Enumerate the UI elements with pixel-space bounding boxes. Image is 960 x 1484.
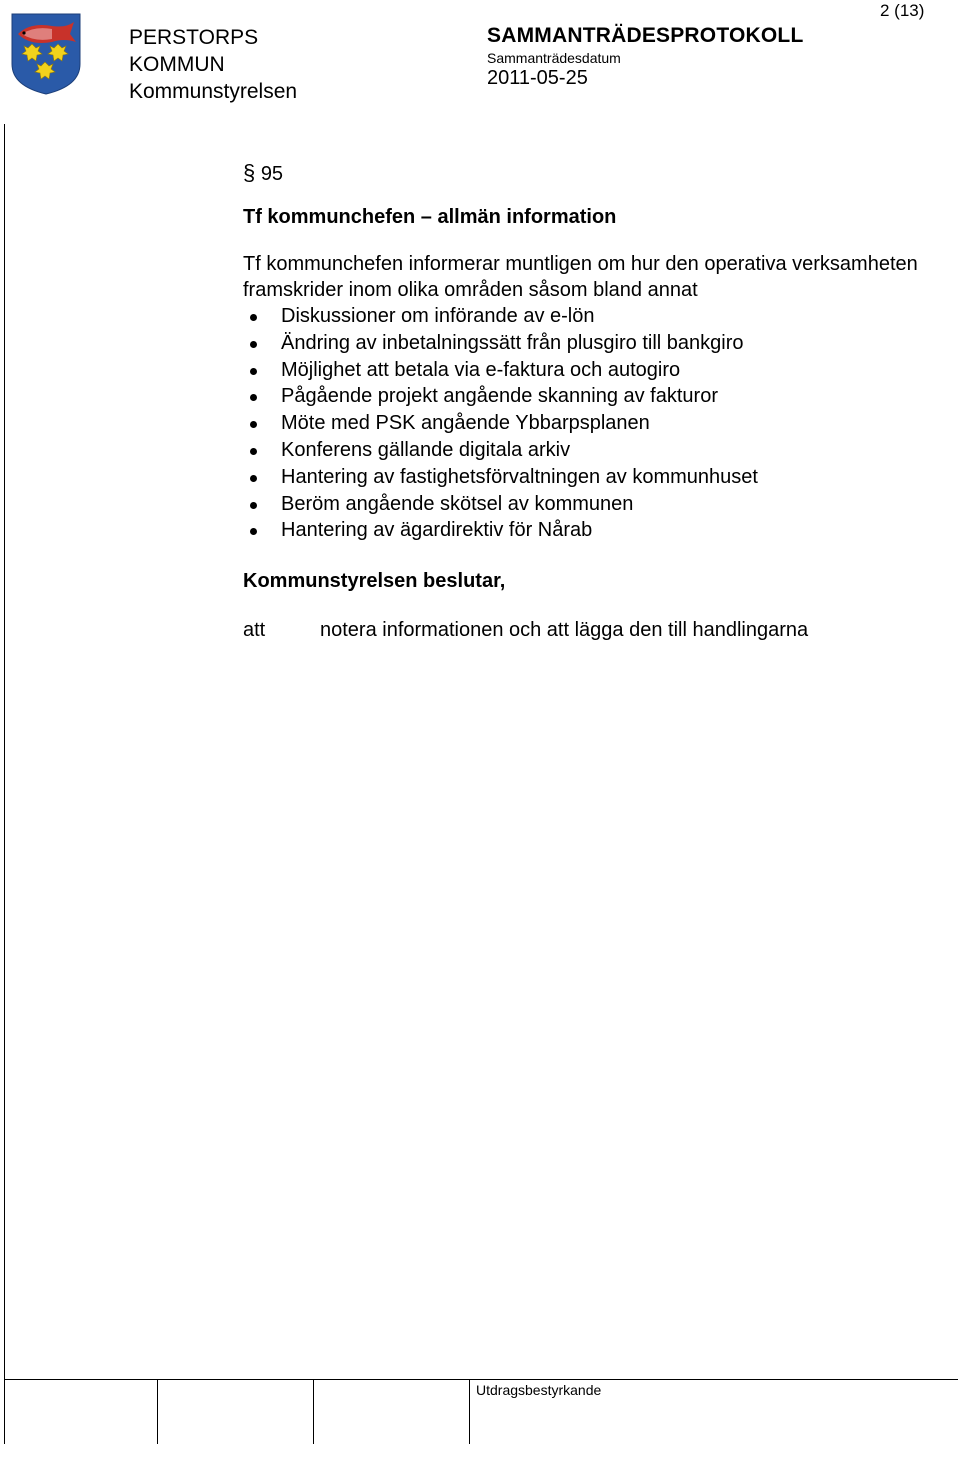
bullet-icon bbox=[250, 314, 257, 321]
decision-text: notera informationen och att lägga den till handlingarna bbox=[320, 619, 809, 642]
footer-rule bbox=[4, 1379, 958, 1380]
list-item bbox=[243, 303, 943, 330]
org-line-1: PERSTORPS bbox=[129, 26, 259, 49]
bullet-icon bbox=[250, 368, 257, 375]
meeting-date-label: Sammanträdesdatum bbox=[487, 50, 621, 66]
list-item bbox=[243, 517, 943, 544]
section-heading: Tf kommunchefen – allmän information bbox=[243, 206, 617, 228]
list-item bbox=[243, 383, 943, 410]
list-item-text: Ändring av inbetalningssätt från plusgiro till bankgiro bbox=[281, 331, 744, 354]
bullet-icon bbox=[250, 421, 257, 428]
paragraph-symbol: § bbox=[243, 160, 256, 185]
list-item-text: Diskussioner om införande av e-lön bbox=[281, 305, 595, 327]
protocol-section bbox=[243, 156, 943, 643]
paragraph-number-value: 95 bbox=[260, 163, 284, 185]
list-item bbox=[243, 330, 943, 357]
intro-text: Tf kommunchefen informerar muntligen om hur den operativa verksamheten framskrider inom olika områden såsom bland annat bbox=[243, 253, 918, 301]
decision-prefix: att bbox=[243, 619, 266, 642]
footer-signature-cell-divider bbox=[469, 1380, 470, 1444]
decision-row bbox=[243, 617, 943, 643]
list-item bbox=[243, 357, 943, 384]
list-item-text: Möte med PSK angående Ybbarpsplanen bbox=[281, 412, 650, 435]
list-item bbox=[243, 437, 943, 464]
org-line-3: Kommunstyrelsen bbox=[129, 80, 298, 103]
list-item-text: Konferens gällande digitala arkiv bbox=[281, 438, 571, 461]
information-list bbox=[243, 303, 943, 544]
page-number: 2 (13) bbox=[880, 1, 925, 20]
paragraph-number bbox=[243, 156, 943, 190]
list-item-text: Hantering av fastighetsförvaltningen av kommunhuset bbox=[281, 465, 758, 488]
footer-certification-label: Utdragsbestyrkande bbox=[476, 1382, 602, 1398]
list-item-text: Möjlighet att betala via e-faktura och autogiro bbox=[281, 358, 681, 381]
bullet-icon bbox=[250, 394, 257, 401]
organization-name bbox=[129, 24, 297, 105]
list-item-text: Pågående projekt angående skanning av fakturor bbox=[281, 385, 718, 408]
bullet-icon bbox=[250, 502, 257, 509]
org-line-2: KOMMUN bbox=[129, 53, 225, 76]
protocol-title: SAMMANTRÄDESPROTOKOLL bbox=[487, 24, 804, 47]
list-item bbox=[243, 491, 943, 518]
bullet-icon bbox=[250, 475, 257, 482]
list-item bbox=[243, 410, 943, 437]
perstorp-coat-of-arms-icon bbox=[10, 12, 82, 96]
list-item-text: Hantering av ägardirektiv för Nårab bbox=[281, 519, 593, 542]
left-margin-rule bbox=[4, 124, 5, 1444]
bullet-icon bbox=[250, 341, 257, 348]
bullet-icon bbox=[250, 528, 257, 535]
list-item-text: Beröm angående skötsel av kommunen bbox=[281, 492, 634, 515]
footer-signature-cell-divider bbox=[157, 1380, 158, 1444]
bullet-icon bbox=[250, 448, 257, 455]
footer-signature-cell-divider bbox=[313, 1380, 314, 1444]
list-item bbox=[243, 464, 943, 491]
meeting-date: 2011-05-25 bbox=[487, 67, 588, 89]
decision-heading: Kommunstyrelsen beslutar, bbox=[243, 570, 506, 593]
